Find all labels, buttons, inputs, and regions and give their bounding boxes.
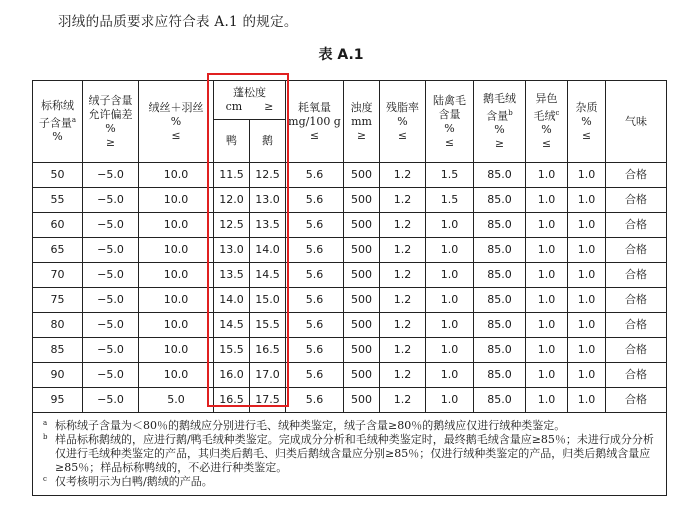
header-off-color: 异色 毛绒$^c$ % ≤ — [526, 81, 568, 163]
table-cell: 1.5 — [426, 163, 474, 188]
table-cell: 5.6 — [286, 338, 344, 363]
table-cell: 1.0 — [568, 363, 606, 388]
table-cell: 合格 — [606, 163, 667, 188]
note-a: a 标称绒子含量为＜80％的鹅绒应分别进行毛、绒种类鉴定，绒子含量≥80％的鹅绒应仅进行绒种类鉴定。 — [43, 419, 566, 432]
header-turbidity: 浊度 mm ≥ — [344, 81, 380, 163]
table-cell: 1.0 — [568, 188, 606, 213]
table-cell: 85.0 — [474, 188, 526, 213]
table-cell: 1.0 — [426, 288, 474, 313]
table-cell: 1.0 — [568, 238, 606, 263]
table-cell: 13.5 — [250, 213, 286, 238]
table-cell: 10.0 — [139, 288, 214, 313]
table-cell: 1.0 — [426, 388, 474, 413]
table-cell: 5.6 — [286, 388, 344, 413]
table-cell: 95 — [33, 388, 83, 413]
table-cell: 500 — [344, 238, 380, 263]
table-cell: 1.0 — [426, 213, 474, 238]
table-cell: −5.0 — [83, 238, 139, 263]
table-cell: 合格 — [606, 313, 667, 338]
table-row — [33, 188, 667, 213]
table-cell: 1.2 — [380, 263, 426, 288]
quality-table — [32, 80, 667, 496]
table-cell: 14.5 — [214, 313, 250, 338]
table-cell: −5.0 — [83, 213, 139, 238]
table-cell: 1.0 — [426, 313, 474, 338]
table-cell: 1.2 — [380, 363, 426, 388]
table-cell: 1.0 — [526, 213, 568, 238]
table-cell: 1.0 — [526, 188, 568, 213]
table-cell: 50 — [33, 163, 83, 188]
table-cell: 65 — [33, 238, 83, 263]
table-cell: −5.0 — [83, 263, 139, 288]
table-cell: 85.0 — [474, 388, 526, 413]
table-cell: 5.6 — [286, 363, 344, 388]
table-row — [33, 338, 667, 363]
table-cell: 85.0 — [474, 288, 526, 313]
table-cell: 12.5 — [214, 213, 250, 238]
table-row — [33, 263, 667, 288]
table-cell: 1.0 — [568, 263, 606, 288]
table-cell: 合格 — [606, 188, 667, 213]
table-cell: 10.0 — [139, 263, 214, 288]
table-cell: 5.6 — [286, 238, 344, 263]
header-oxygen: 耗氧量 mg/100 g ≤ — [286, 81, 344, 163]
table-cell: 500 — [344, 338, 380, 363]
table-cell: 10.0 — [139, 163, 214, 188]
table-cell: 1.0 — [526, 388, 568, 413]
table-cell: 16.0 — [214, 363, 250, 388]
table-cell: 85.0 — [474, 163, 526, 188]
table-cell: 500 — [344, 363, 380, 388]
table-row — [33, 163, 667, 188]
table-cell: 500 — [344, 388, 380, 413]
table-cell: 15.0 — [250, 288, 286, 313]
table-cell: −5.0 — [83, 363, 139, 388]
table-cell: 85.0 — [474, 238, 526, 263]
table-cell: 13.0 — [214, 238, 250, 263]
table-cell: 1.0 — [568, 388, 606, 413]
table-cell: 5.6 — [286, 313, 344, 338]
table-cell: 17.5 — [250, 388, 286, 413]
note-b: b 样品标称鹅绒的，应进行鹅/鸭毛绒种类鉴定。完成成分分析和毛绒种类鉴定时，最终鹅毛绒含量应≥85％；未进行成分分析仅进行毛绒种类鉴定的产品，其归类后鹅毛、归类后鹅绒含量应分别≥85％；仅进行绒种类鉴定的产品，归类后鹅绒含量应≥85％；样品标称鸭绒的，不必进行种类鉴定。 — [43, 433, 654, 474]
table-row — [33, 238, 667, 263]
table-cell: 10.0 — [139, 338, 214, 363]
table-cell: 10.0 — [139, 188, 214, 213]
header-down-deviation: 绒子含量 允许偏差 % ≥ — [83, 81, 139, 163]
table-cell: 1.0 — [526, 313, 568, 338]
table-cell: 85.0 — [474, 313, 526, 338]
table-cell: 12.5 — [250, 163, 286, 188]
table-cell: 11.5 — [214, 163, 250, 188]
table-cell: 1.2 — [380, 388, 426, 413]
table-cell: 500 — [344, 288, 380, 313]
table-cell: 1.2 — [380, 288, 426, 313]
table-cell: 90 — [33, 363, 83, 388]
header-fill-duck: 鸭 — [214, 120, 250, 163]
table-row — [33, 388, 667, 413]
table-cell: 12.0 — [214, 188, 250, 213]
table-cell: 合格 — [606, 363, 667, 388]
table-cell: 85.0 — [474, 263, 526, 288]
table-cell: 70 — [33, 263, 83, 288]
table-cell: 15.5 — [250, 313, 286, 338]
table-cell: 10.0 — [139, 238, 214, 263]
table-cell: 60 — [33, 213, 83, 238]
table-cell: 合格 — [606, 213, 667, 238]
table-cell: 1.0 — [526, 363, 568, 388]
table-cell: 80 — [33, 313, 83, 338]
table-cell: 10.0 — [139, 363, 214, 388]
table-cell: 合格 — [606, 263, 667, 288]
header-fiber: 绒丝＋羽丝 % ≤ — [139, 81, 214, 163]
table-cell: 1.2 — [380, 313, 426, 338]
table-cell: 5.6 — [286, 263, 344, 288]
table-cell: 13.5 — [214, 263, 250, 288]
table-cell: 17.0 — [250, 363, 286, 388]
header-fill-power: 蓬松度 cm ≥ — [214, 81, 286, 120]
table-cell: 85 — [33, 338, 83, 363]
intro-text: 羽绒的品质要求应符合表 A.1 的规定。 — [58, 14, 298, 30]
header-land-fowl: 陆禽毛 含量 % ≤ — [426, 81, 474, 163]
header-odor: 气味 — [606, 81, 667, 163]
table-cell: 1.0 — [568, 288, 606, 313]
table-cell: 15.5 — [214, 338, 250, 363]
header-fat: 残脂率 % ≤ — [380, 81, 426, 163]
table-cell: 1.0 — [568, 313, 606, 338]
table-cell: −5.0 — [83, 388, 139, 413]
table-cell: 合格 — [606, 238, 667, 263]
table-body — [33, 163, 667, 413]
table-cell: 1.0 — [526, 338, 568, 363]
table-cell: 55 — [33, 188, 83, 213]
table-cell: 1.2 — [380, 163, 426, 188]
table-cell: 5.6 — [286, 288, 344, 313]
table-row — [33, 213, 667, 238]
table-cell: 1.2 — [380, 213, 426, 238]
table-cell: 合格 — [606, 338, 667, 363]
table-cell: 85.0 — [474, 213, 526, 238]
table-row — [33, 288, 667, 313]
table-cell: −5.0 — [83, 188, 139, 213]
table-cell: 合格 — [606, 388, 667, 413]
table-cell: 500 — [344, 213, 380, 238]
table-cell: 5.0 — [139, 388, 214, 413]
table-cell: 14.0 — [214, 288, 250, 313]
table-cell: 5.6 — [286, 213, 344, 238]
table-cell: 16.5 — [250, 338, 286, 363]
table-cell: 1.0 — [426, 363, 474, 388]
table-title: 表 A.1 — [318, 47, 364, 63]
table-notes — [33, 413, 667, 496]
table-cell: 14.5 — [250, 263, 286, 288]
table-cell: 14.0 — [250, 238, 286, 263]
table-cell: 13.0 — [250, 188, 286, 213]
table-cell: 1.0 — [426, 238, 474, 263]
table-cell: 1.2 — [380, 238, 426, 263]
table-row — [33, 363, 667, 388]
header-fill-goose: 鹅 — [250, 120, 286, 163]
table-cell: 1.0 — [526, 238, 568, 263]
table-cell: 1.0 — [426, 263, 474, 288]
table-cell: 85.0 — [474, 363, 526, 388]
table-cell: 75 — [33, 288, 83, 313]
table-cell: 500 — [344, 263, 380, 288]
table-cell: −5.0 — [83, 313, 139, 338]
table-cell: 1.0 — [526, 263, 568, 288]
table-cell: 1.0 — [568, 213, 606, 238]
table-cell: 1.2 — [380, 188, 426, 213]
table-cell: −5.0 — [83, 288, 139, 313]
table-cell: 1.0 — [526, 288, 568, 313]
table-cell: 1.0 — [568, 163, 606, 188]
header-nominal-down: 标称绒 子含量$^a$ % — [33, 81, 83, 163]
table-row — [33, 313, 667, 338]
table-cell: 1.5 — [426, 188, 474, 213]
note-c: c 仅考核明示为白鸭/鹅绒的产品。 — [43, 475, 213, 488]
table-cell: 500 — [344, 163, 380, 188]
table-cell: 10.0 — [139, 213, 214, 238]
table-cell: −5.0 — [83, 163, 139, 188]
table-cell: 5.6 — [286, 163, 344, 188]
header-goose-content: 鹅毛绒 含量$^b$ % ≥ — [474, 81, 526, 163]
table-cell: 5.6 — [286, 188, 344, 213]
table-cell: 500 — [344, 188, 380, 213]
table-cell: 10.0 — [139, 313, 214, 338]
table-cell: 合格 — [606, 288, 667, 313]
table-cell: 16.5 — [214, 388, 250, 413]
table-cell: 1.0 — [568, 338, 606, 363]
table-cell: 1.0 — [526, 163, 568, 188]
table-cell: 1.0 — [426, 338, 474, 363]
table-cell: −5.0 — [83, 338, 139, 363]
table-cell: 85.0 — [474, 338, 526, 363]
header-impurity: 杂质 % ≤ — [568, 81, 606, 163]
table-cell: 1.2 — [380, 338, 426, 363]
table-cell: 500 — [344, 313, 380, 338]
